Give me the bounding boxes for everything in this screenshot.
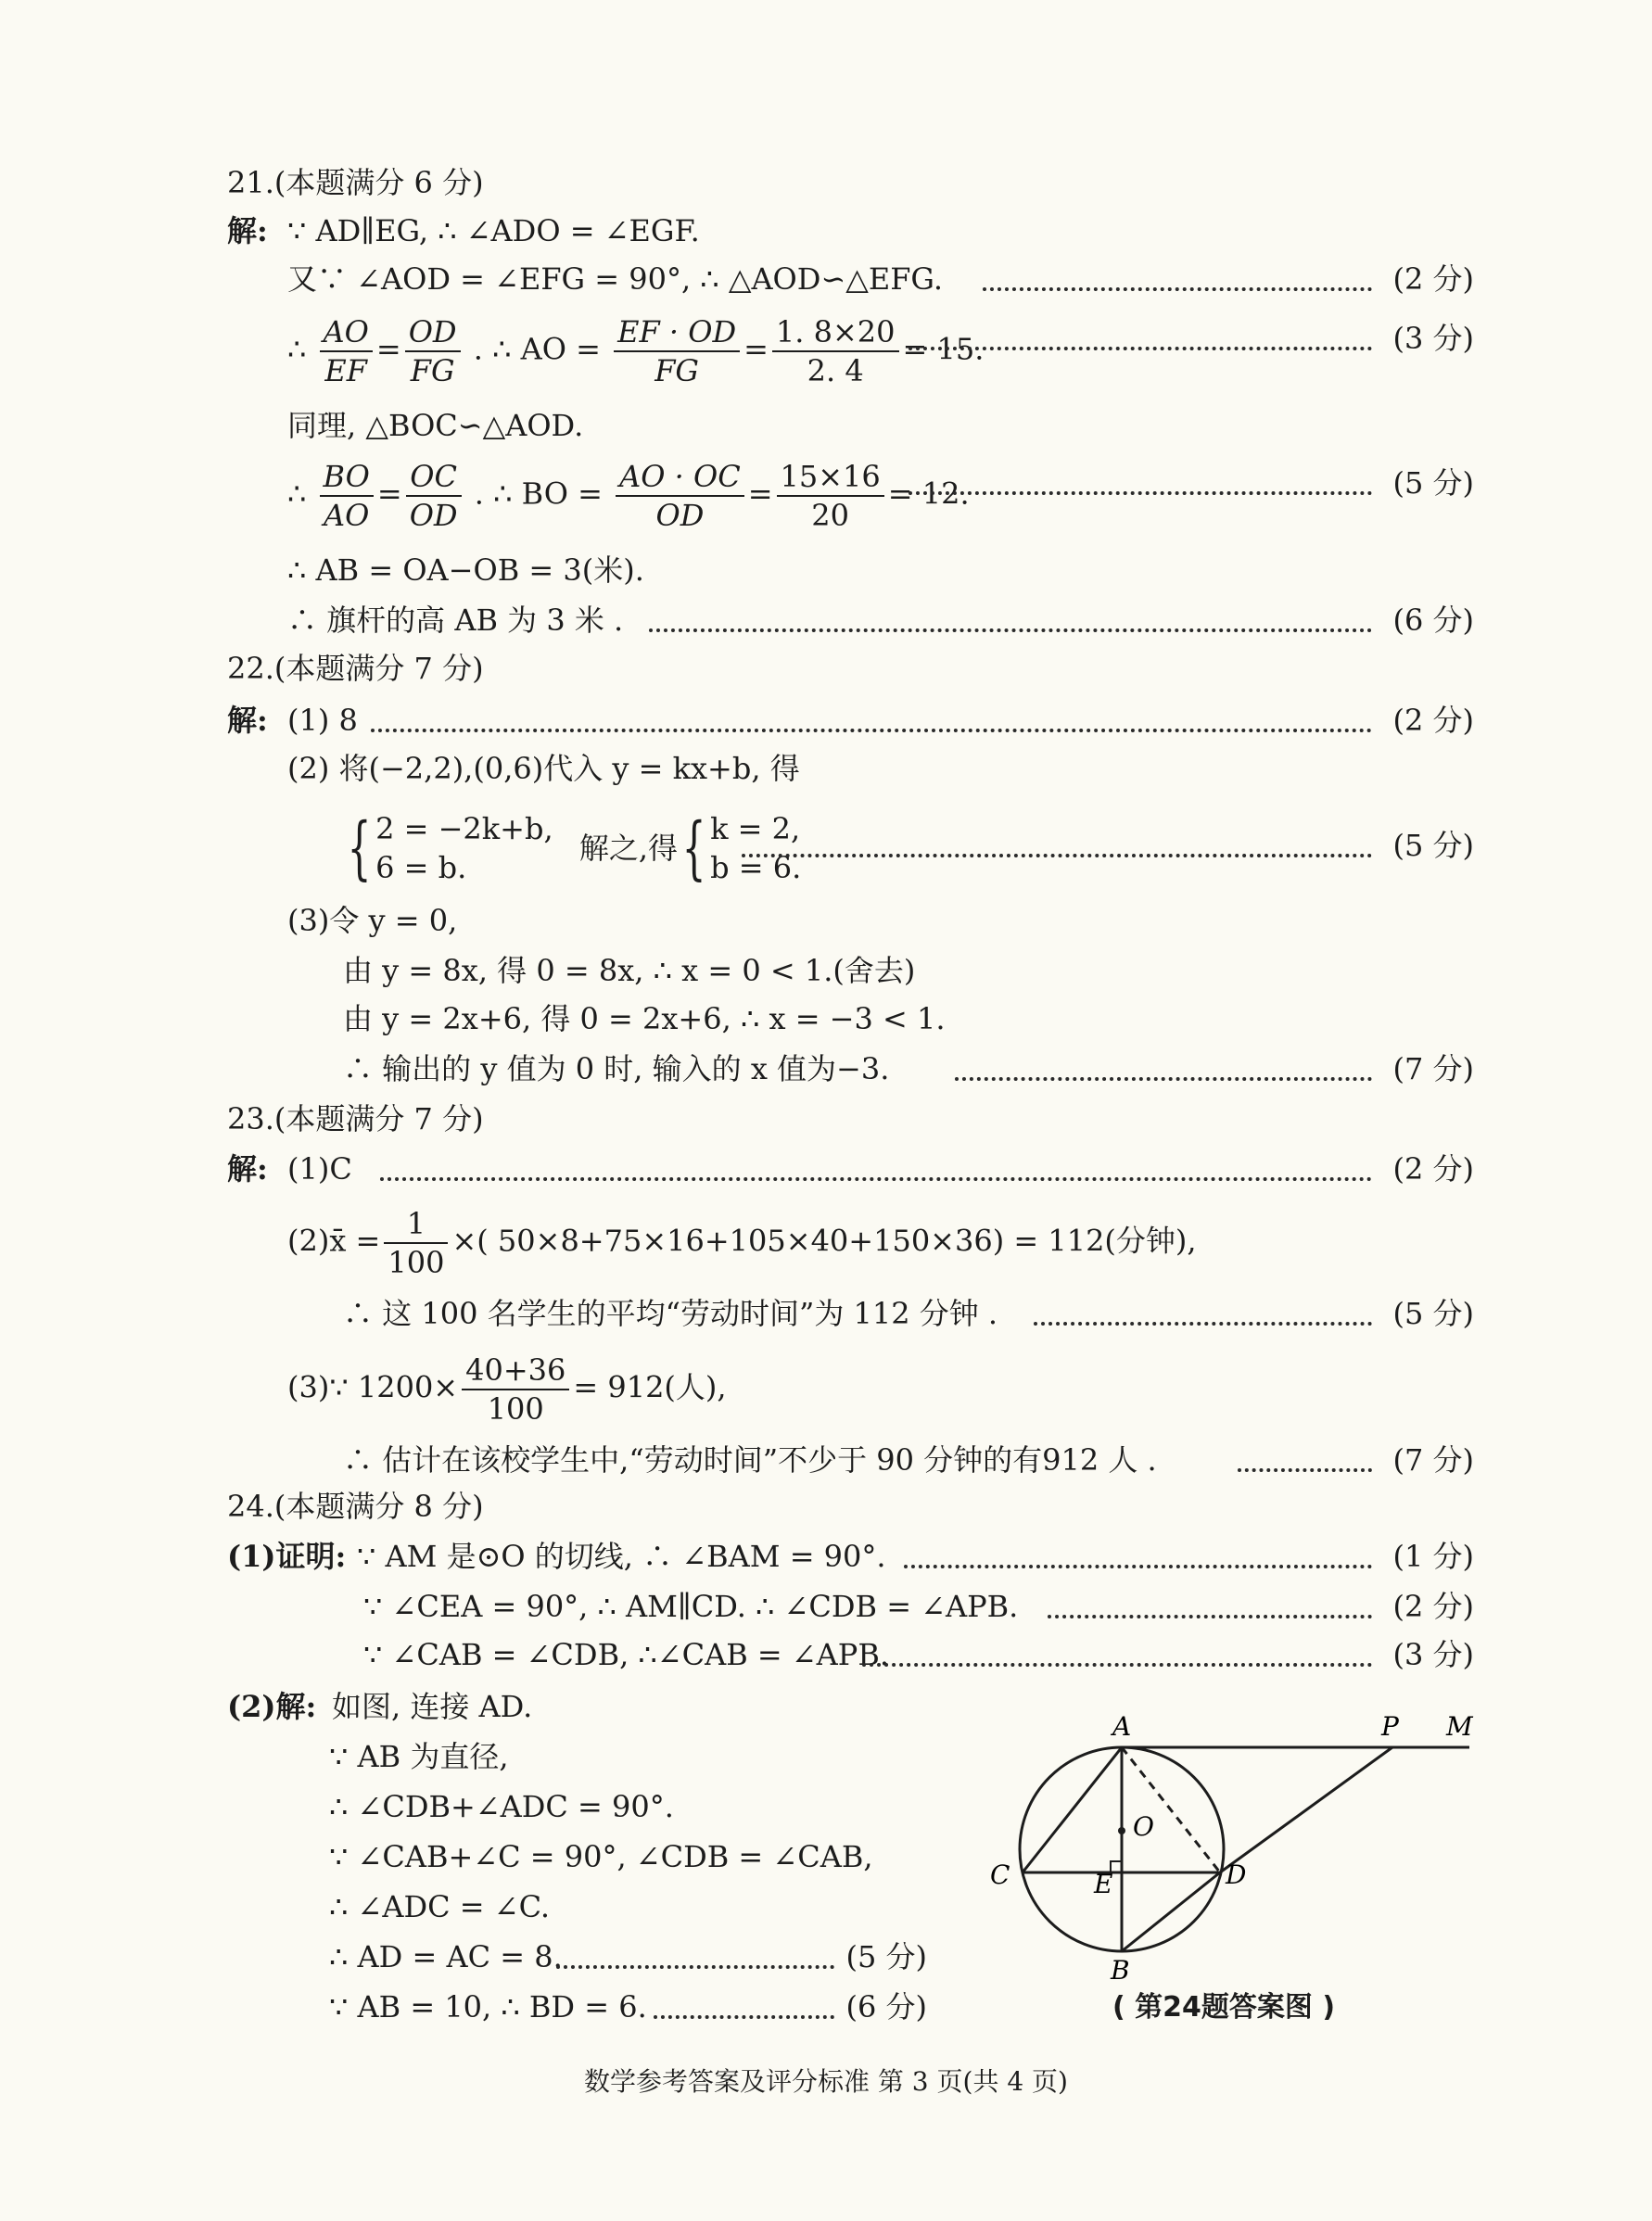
- fraction: $\frac{15\times 16}{20}$: [777, 458, 884, 534]
- dot-leader: [380, 1127, 1372, 1181]
- dot-leader: [556, 1915, 834, 1969]
- q22-step: (3)令 y = 0,: [287, 903, 458, 938]
- label-d: D: [1226, 1859, 1247, 1890]
- label-a: A: [1112, 1711, 1132, 1742]
- score-mark: (5 分): [1392, 828, 1474, 863]
- dot-leader: [1048, 1565, 1372, 1618]
- equation-system: { 2 = −2k+b, 6 = b. 解之,得{ k = 2, b = 6.: [347, 807, 802, 888]
- q24-part1-line-2: [0, 1581, 1652, 1631]
- score-mark: (6 分): [1392, 603, 1474, 638]
- q24-step: ∵ AM 是⊙O 的切线, ∴ ∠BAM = 90°.: [357, 1539, 886, 1574]
- fraction: $\frac{EF \cdot OD}{FG}$: [614, 313, 740, 389]
- label-e: E: [1094, 1869, 1113, 1899]
- fraction: $\frac{1}{100}$: [384, 1205, 448, 1281]
- q22-line-3: [0, 895, 1652, 946]
- segment-dp: [1220, 1747, 1392, 1872]
- solution-label: 解:: [227, 1151, 268, 1187]
- center-point-o: [1118, 1827, 1125, 1834]
- q24-step: ∴ ∠CDB+∠ADC = 90°.: [329, 1789, 674, 1824]
- q22-line-6: [0, 1044, 1652, 1094]
- q23-step: (1)C: [287, 1151, 352, 1187]
- score-mark: (2 分): [1392, 1589, 1474, 1624]
- fraction: $\frac{OD}{FG}$: [405, 313, 461, 389]
- q23-step: (3)∵ 1200× $\frac{40+36}{100}$ = 912(人),: [287, 1352, 727, 1427]
- q21-step: ∴ $\frac{AO}{EF}$ = $\frac{OD}{FG}$ . ∴ AO = $\frac{EF \cdot OD}{FG}$ = $\frac{1. 8\times 20}{2. 4}$ = 15.: [287, 314, 985, 388]
- q21-step: 同理, △BOC∽△AOD.: [287, 408, 584, 443]
- score-mark: (5 分): [1392, 465, 1474, 501]
- label-o: O: [1133, 1811, 1154, 1842]
- fraction: $\frac{OC}{OD}$: [406, 458, 462, 534]
- circle-tangent-figure: [964, 1687, 1483, 1984]
- dot-leader: [1238, 1418, 1372, 1472]
- dot-leader: [909, 441, 1372, 495]
- dot-leader: [654, 1965, 834, 2019]
- dot-leader: [1034, 1272, 1372, 1326]
- q21-line-3: [0, 297, 1652, 388]
- score-mark: (3 分): [1392, 321, 1474, 356]
- score-mark: (2 分): [1392, 261, 1474, 297]
- q23-heading: 23.(本题满分 7 分): [227, 1101, 484, 1136]
- q22-step: 由 y = 2x+6, 得 0 = 2x+6, ∴ x = −3 < 1.: [343, 1001, 946, 1036]
- dashed-ad: [1122, 1747, 1220, 1872]
- q21-heading-line: [0, 158, 1652, 208]
- q24-step: ∵ AB = 10, ∴ BD = 6.: [329, 1989, 647, 2024]
- brace-glyph: {: [347, 807, 372, 888]
- q21-line-5: [0, 441, 1652, 533]
- score-mark: (7 分): [1392, 1051, 1474, 1086]
- score-mark: (2 分): [1392, 703, 1474, 738]
- page-footer: 数学参考答案及评分标准 第 3 页(共 4 页): [584, 2066, 1068, 2097]
- score-mark: (2 分): [1392, 1151, 1474, 1187]
- q23-step: ∴ 这 100 名学生的平均“劳动时间”为 112 分钟 .: [343, 1296, 998, 1331]
- fraction: $\frac{AO \cdot OC}{OD}$: [616, 458, 744, 534]
- q21-step: ∵ AD∥EG, ∴ ∠ADO = ∠EGF.: [287, 213, 700, 248]
- score-mark: (7 分): [1392, 1442, 1474, 1478]
- q22-heading: 22.(本题满分 7 分): [227, 651, 484, 686]
- q21-line-7: [0, 595, 1652, 645]
- q23-line-4: [0, 1335, 1652, 1427]
- score-mark: (5 分): [1392, 1296, 1474, 1331]
- dot-leader: [862, 1613, 1372, 1667]
- q21-heading: 21.(本题满分 6 分): [227, 165, 484, 200]
- score-mark: (3 分): [1392, 1637, 1474, 1672]
- q23-line-1: [0, 1144, 1652, 1194]
- q24-heading-line: [0, 1481, 1652, 1531]
- q22-line-1: [0, 695, 1652, 745]
- score-mark: (1 分): [1392, 1539, 1474, 1574]
- segment-ac: [1023, 1747, 1122, 1872]
- solution-label: 解:: [227, 703, 268, 738]
- q22-step: (1) 8: [287, 703, 358, 738]
- dot-leader: [904, 1515, 1372, 1568]
- q21-step: ∴ $\frac{BO}{AO}$ = $\frac{OC}{OD}$ . ∴ BO = $\frac{AO \cdot OC}{OD}$ = $\frac{15\times 16}{20}$ = 12.: [287, 459, 970, 533]
- q24-part1-line-3: [0, 1630, 1652, 1680]
- dot-leader: [909, 297, 1372, 350]
- q21-line-1: [0, 206, 1652, 256]
- dot-leader: [742, 804, 1372, 857]
- q21-step: ∴ AB = OA−OB = 3(米).: [287, 552, 644, 588]
- q22-system-line: [0, 799, 1652, 892]
- q23-line-5: [0, 1435, 1652, 1485]
- label-b: B: [1111, 1955, 1130, 1984]
- fraction: $\frac{AO}{EF}$: [320, 313, 373, 389]
- q22-step: (2) 将(−2,2),(0,6)代入 y = kx+b, 得: [287, 751, 800, 786]
- q24-part2-line-7: [0, 1982, 1652, 2032]
- q24-step: ∴ AD = AC = 8.: [329, 1939, 563, 1974]
- q24-step: ∴ ∠ADC = ∠C.: [329, 1889, 551, 1924]
- q24-step: 如图, 连接 AD.: [332, 1689, 533, 1724]
- q23-step: (2)x̄ = $\frac{1}{100}$ ×( 50×8+75×16+105×40+150×36) = 112(分钟),: [287, 1206, 1197, 1280]
- score-mark: (6 分): [845, 1989, 927, 2024]
- solution-label: (2)解:: [227, 1689, 317, 1724]
- label-m: M: [1446, 1711, 1473, 1742]
- score-mark: (5 分): [845, 1939, 927, 1974]
- dot-leader: [649, 578, 1372, 632]
- q24-heading: 24.(本题满分 8 分): [227, 1489, 484, 1524]
- fraction: $\frac{BO}{AO}$: [320, 458, 374, 534]
- figure-caption: ( 第24题答案图 ): [1112, 1991, 1336, 2024]
- q21-step: ∴ 旗杆的高 AB 为 3 米 .: [287, 603, 624, 638]
- q24-step: ∵ ∠CAB+∠C = 90°, ∠CDB = ∠CAB,: [329, 1839, 873, 1874]
- q22-step: ∴ 输出的 y 值为 0 时, 输入的 x 值为−3.: [343, 1051, 890, 1086]
- q22-step: 由 y = 8x, 得 0 = 8x, ∴ x = 0 < 1.(舍去): [343, 953, 916, 988]
- fraction: $\frac{1. 8\times 20}{2. 4}$: [772, 313, 899, 389]
- proof-label: (1)证明:: [227, 1539, 347, 1574]
- q22-line-4: [0, 946, 1652, 996]
- fraction: $\frac{40+36}{100}$: [462, 1352, 569, 1428]
- q23-line-2: [0, 1188, 1652, 1280]
- dot-leader: [371, 679, 1372, 732]
- q22-line-2: [0, 743, 1652, 793]
- label-c: C: [990, 1859, 1010, 1890]
- q24-part1-line-1: [0, 1531, 1652, 1581]
- q24-step: ∵ AB 为直径,: [329, 1739, 509, 1774]
- q24-step: ∵ ∠CAB = ∠CDB, ∴∠CAB = ∠APB.: [363, 1637, 889, 1672]
- q22-line-5: [0, 994, 1652, 1044]
- q21-step: 又∵ ∠AOD = ∠EFG = 90°, ∴ △AOD∽△EFG.: [287, 261, 944, 297]
- label-p: P: [1381, 1711, 1399, 1742]
- brace-glyph: {: [681, 807, 706, 888]
- q23-step: ∴ 估计在该校学生中,“劳动时间”不少于 90 分钟的有912 人 .: [343, 1442, 1157, 1478]
- q24-step: ∵ ∠CEA = 90°, ∴ AM∥CD. ∴ ∠CDB = ∠APB.: [363, 1589, 1019, 1624]
- solution-label: 解:: [227, 213, 268, 248]
- dot-leader: [983, 237, 1372, 291]
- q23-line-3: [0, 1288, 1652, 1339]
- dot-leader: [955, 1027, 1372, 1081]
